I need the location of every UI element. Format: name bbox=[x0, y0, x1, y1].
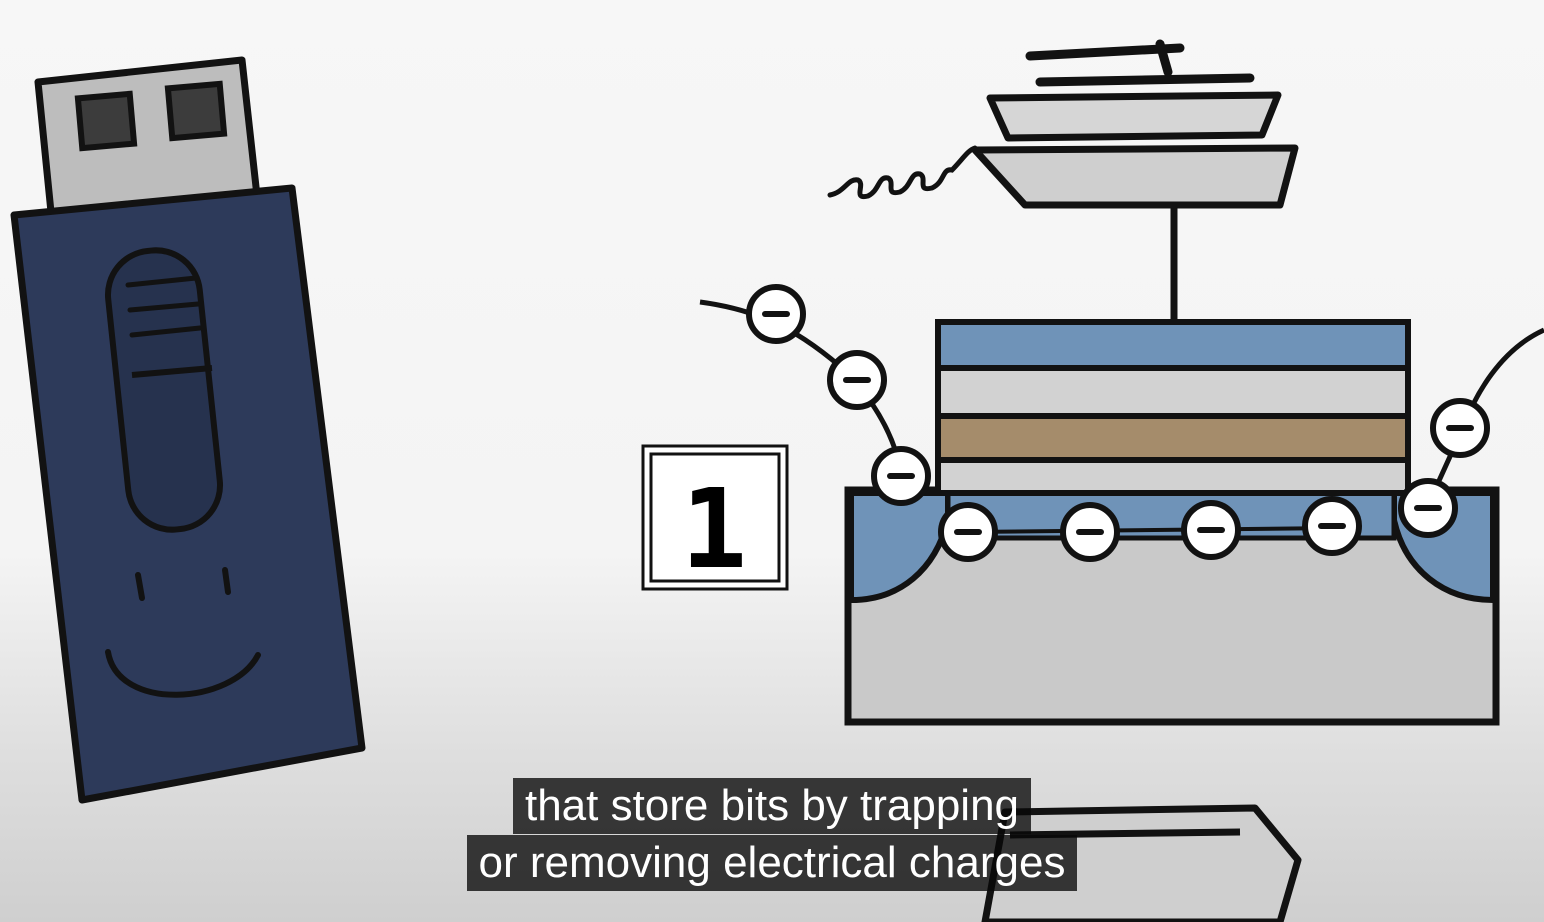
gate-layer-oxide-top bbox=[938, 368, 1408, 416]
electron bbox=[749, 287, 803, 341]
electron bbox=[1063, 505, 1117, 559]
usb-drive-illustration bbox=[14, 60, 362, 800]
electron bbox=[830, 353, 884, 407]
bit-value-label: 1 bbox=[680, 465, 748, 593]
usb-eye-right bbox=[225, 570, 228, 592]
usb-eye-left bbox=[138, 575, 142, 598]
floating-gate bbox=[938, 416, 1408, 460]
electron bbox=[1305, 499, 1359, 553]
gate-layer-control bbox=[938, 322, 1408, 368]
flash-memory-cell bbox=[700, 44, 1544, 722]
bit-value-box bbox=[643, 446, 787, 593]
gate-terminal-cap bbox=[1030, 44, 1250, 82]
subtitle-line-1-wrap bbox=[0, 778, 1544, 834]
subtitle-line-2-wrap bbox=[0, 835, 1544, 891]
gate-terminal bbox=[975, 148, 1295, 205]
electron bbox=[1184, 503, 1238, 557]
electron bbox=[941, 505, 995, 559]
electron bbox=[1433, 401, 1487, 455]
gate-layer-oxide-bottom bbox=[938, 460, 1408, 493]
electron bbox=[874, 449, 928, 503]
subtitle-line-2: or removing electrical charges bbox=[467, 835, 1078, 891]
usb-connector-hole-left bbox=[78, 94, 134, 148]
electron bbox=[1401, 481, 1455, 535]
subtitle-line-1: that store bits by trapping bbox=[513, 778, 1031, 834]
spark-squiggle bbox=[830, 148, 975, 197]
gate-terminal-top bbox=[990, 95, 1278, 138]
usb-connector-hole-right bbox=[168, 84, 224, 138]
